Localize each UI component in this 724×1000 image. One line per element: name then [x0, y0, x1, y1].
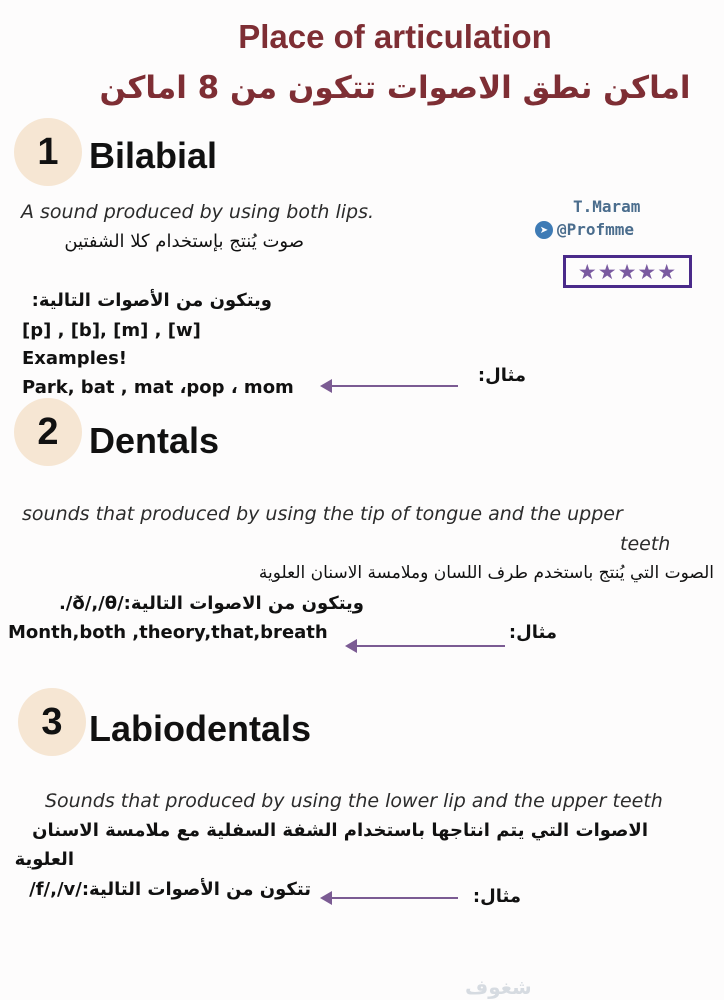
section-number-badge	[14, 398, 82, 466]
examples-text: Park, bat , mat ،pop ، mom	[22, 377, 294, 398]
arrow-left-icon	[345, 638, 505, 654]
arrow-left-icon	[320, 890, 458, 906]
section-number: 2	[37, 410, 59, 453]
section-description-ar-cont: العلوية	[14, 849, 74, 870]
section-number: 1	[37, 130, 59, 173]
example-label-ar: مثال:	[477, 365, 526, 386]
examples-label: Examples!	[22, 348, 127, 369]
section-heading: Labiodentals	[89, 708, 312, 749]
example-label-ar: مثال:	[508, 622, 557, 643]
consists-of-label-ar: ويتكون من الأصوات التالية:	[31, 290, 272, 311]
section-number-badge	[18, 688, 86, 756]
watermark: شغوف	[465, 975, 532, 999]
section-description-en-cont: teeth	[620, 533, 671, 555]
section-description-en: A sound produced by using both lips.	[21, 201, 375, 223]
section-description-ar: الصوت التي يُنتج باستخدم طرف اللسان وملامسة الاسنان العلوية	[258, 563, 714, 583]
consists-of-label-ar: ويتكون من الاصوات التالية:/ð/,/θ/.	[58, 593, 364, 614]
section-number-badge	[14, 118, 82, 186]
example-label-ar: مثال:	[472, 886, 521, 907]
sound-list: [p] , [b], [m] , [w]	[22, 320, 201, 341]
section-description-ar: صوت يُنتج بإستخدام كلا الشفتين	[64, 231, 304, 252]
section-description-ar: الاصوات التي يتم انتاجها باستخدام الشفة السفلية مع ملامسة الاسنان	[32, 820, 648, 841]
author-name: T.Maram	[573, 197, 641, 216]
section-heading: Bilabial	[89, 135, 218, 176]
telegram-icon: ➤	[535, 221, 553, 239]
star-icons: ★★★★★	[577, 259, 678, 284]
section-heading: Dentals	[89, 420, 220, 461]
section-description-en: sounds that produced by using the tip of tongue and the upper	[22, 503, 623, 525]
consists-of-label-ar: تتكون من الأصوات التالية:/f/,/v/	[29, 879, 311, 900]
examples-text: Month,both ,theory,that,breath	[8, 622, 328, 643]
page-title: Place of articulation	[238, 18, 552, 55]
page-subtitle-arabic: اماكن نطق الاصوات تتكون من 8 اماكن	[99, 70, 691, 106]
author-handle: @Profmme	[557, 220, 635, 239]
section-number: 3	[41, 700, 63, 743]
rating-stars	[563, 255, 692, 288]
arrow-left-icon	[320, 378, 458, 394]
section-description-en: Sounds that produced by using the lower lip and the upper teeth	[45, 790, 663, 812]
